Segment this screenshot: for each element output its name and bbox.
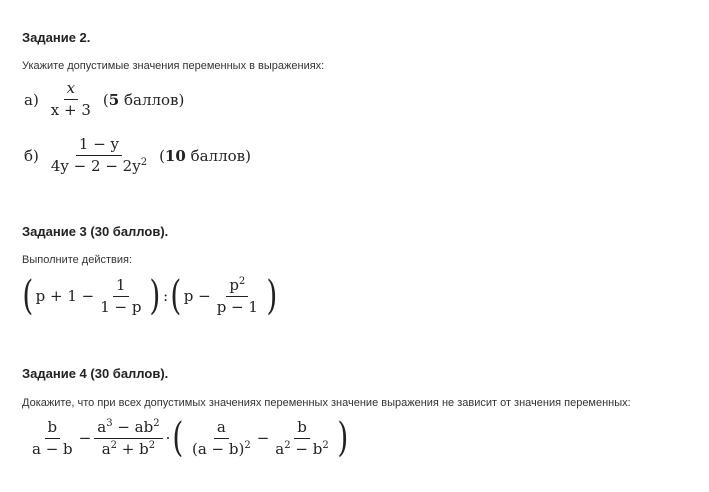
task2-instruction: Укажите допустимые значения переменных в выражениях:: [22, 60, 325, 72]
expr-part1: p + 1 −: [35, 287, 95, 305]
fraction-b-denominator: $4y - 2 - 2y^2$: [50, 157, 148, 175]
fraction-b-numerator: 1 − y: [76, 136, 122, 156]
task3-fraction-1-numerator: 1: [113, 277, 129, 297]
right-paren: ): [337, 415, 348, 461]
task3-fraction-1-denominator: 1 − p: [100, 297, 142, 316]
fraction-a: [48, 80, 94, 119]
task4-fraction-1: [29, 419, 76, 458]
task4-instruction: Докажите, что при всех допустимых значениях переменных значение выражения не зависит от значения переменных:: [22, 397, 631, 409]
task2-expression-b: [24, 136, 251, 175]
minus-operator: −: [78, 429, 92, 447]
task3-fraction-2-denominator: p − 1: [216, 297, 258, 316]
task3-instruction: Выполните действия:: [22, 254, 133, 266]
fraction-a-numerator: x: [64, 80, 78, 100]
task2-heading: Задание 2.: [22, 30, 91, 45]
task2-expression-a: [24, 80, 184, 119]
task4-expression: [26, 415, 350, 461]
task4-fraction-4-numerator: b: [294, 419, 310, 439]
task4-fraction-1-denominator: a − b: [32, 439, 73, 458]
left-paren: (: [170, 273, 182, 319]
task4-fraction-3-denominator: $(a - b)^2$: [191, 439, 251, 458]
left-paren: (: [22, 273, 34, 319]
task3-fraction-1: [97, 277, 144, 316]
task3-heading: Задание 3 (30 баллов).: [22, 224, 169, 239]
task4-fraction-1-numerator: b: [45, 419, 61, 439]
fraction-a-denominator: x + 3: [50, 101, 91, 119]
minus-operator: −: [256, 429, 270, 447]
points-b: (10 баллов): [159, 146, 251, 165]
item-label-b: б): [24, 146, 39, 165]
task3-fraction-2: [214, 277, 261, 316]
expr-part2: p −: [183, 287, 211, 305]
task4-fraction-3: [189, 419, 254, 458]
points-a: (5 баллов): [102, 90, 185, 109]
task3-expression: [20, 273, 280, 319]
task4-fraction-2-denominator: $a^2 + b^2$: [101, 439, 156, 458]
right-paren: ): [266, 273, 278, 319]
colon-operator: :: [163, 287, 169, 305]
right-paren: ): [149, 273, 161, 319]
task4-fraction-2-numerator: $a^3 - ab^2$: [94, 419, 162, 439]
item-label-a: а): [24, 90, 39, 109]
task4-fraction-2: [94, 419, 162, 458]
task4-fraction-4: [272, 419, 331, 458]
task4-heading: Задание 4 (30 баллов).: [22, 366, 169, 381]
task4-fraction-4-denominator: $a^2 - b^2$: [275, 439, 329, 458]
task3-fraction-2-numerator: $p^2$: [226, 277, 248, 297]
dot-operator: ·: [165, 429, 171, 447]
left-paren: (: [172, 415, 184, 461]
fraction-b: [48, 136, 150, 175]
task4-fraction-3-numerator: a: [214, 419, 229, 439]
